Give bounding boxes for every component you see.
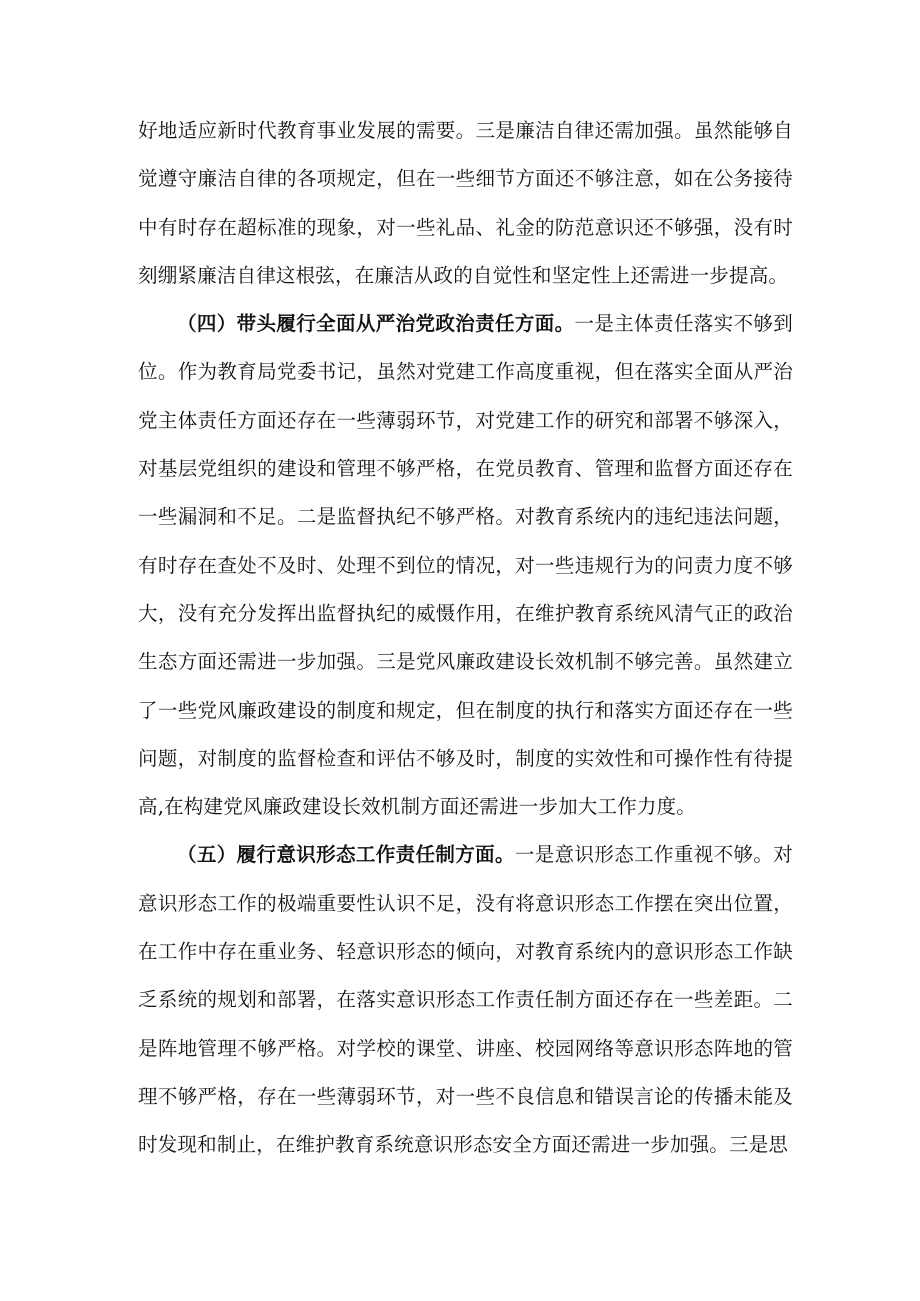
paragraph-text: 一是主体责任落实不够到位。作为教育局党委书记，虽然对党建工作高度重视，但在落实全面从严治党主体责任方面还存在一些薄弱环节，对党建工作的研究和部署不够深入，对基层党组织的建设和管理不够严格，在党员教育、管理和监督方面还存在一些漏洞和不足。二是监督执纪不够严格。对教育系统内的违纪违法问题，有时存在查处不及时、处理不到位的情况，对一些违规行为的问责力度不够大，没有充分发挥出监督执纪的威慑作用，在维护教育系统风清气正的政治生态方面还需进一步加强。三是党风廉政建设长效机制不够完善。虽然建立了一些党风廉政建设的制度和规定，但在制度的执行和落实方面还存在一些问题，对制度的监督检查和评估不够及时，制度的实效性和可操作性有待提高,在构建党风廉政建设长效机制方面还需进一步加大工作力度。 [138,312,793,819]
paragraph-section-5 [138,831,793,1169]
document-body [138,107,793,1170]
paragraph-section-4 [138,300,793,831]
section-heading: （五）履行意识形态工作责任制方面。 [177,843,515,867]
paragraph-continued [138,107,793,300]
section-heading: （四）带头履行全面从严治党政治责任方面。 [177,312,575,336]
paragraph-text: 一是意识形态工作重视不够。对意识形态工作的极端重要性认识不足，没有将意识形态工作摆在突出位置，在工作中存在重业务、轻意识形态的倾向，对教育系统内的意识形态工作缺乏系统的规划和部署，在落实意识形态工作责任制方面还存在一些差距。二是阵地管理不够严格。对学校的课堂、讲座、校园网络等意识形态阵地的管理不够严格，存在一些薄弱环节，对一些不良信息和错误言论的传播未能及时发现和制止，在维护教育系统意识形态安全方面还需进一步加强。三是思 [138,843,793,1157]
paragraph-text: 好地适应新时代教育事业发展的需要。三是廉洁自律还需加强。虽然能够自觉遵守廉洁自律的各项规定，但在一些细节方面还不够注意，如在公务接待中有时存在超标准的现象，对一些礼品、礼金的防范意识还不够强，没有时刻绷紧廉洁自律这根弦，在廉洁从政的自觉性和坚定性上还需进一步提高。 [138,119,793,287]
